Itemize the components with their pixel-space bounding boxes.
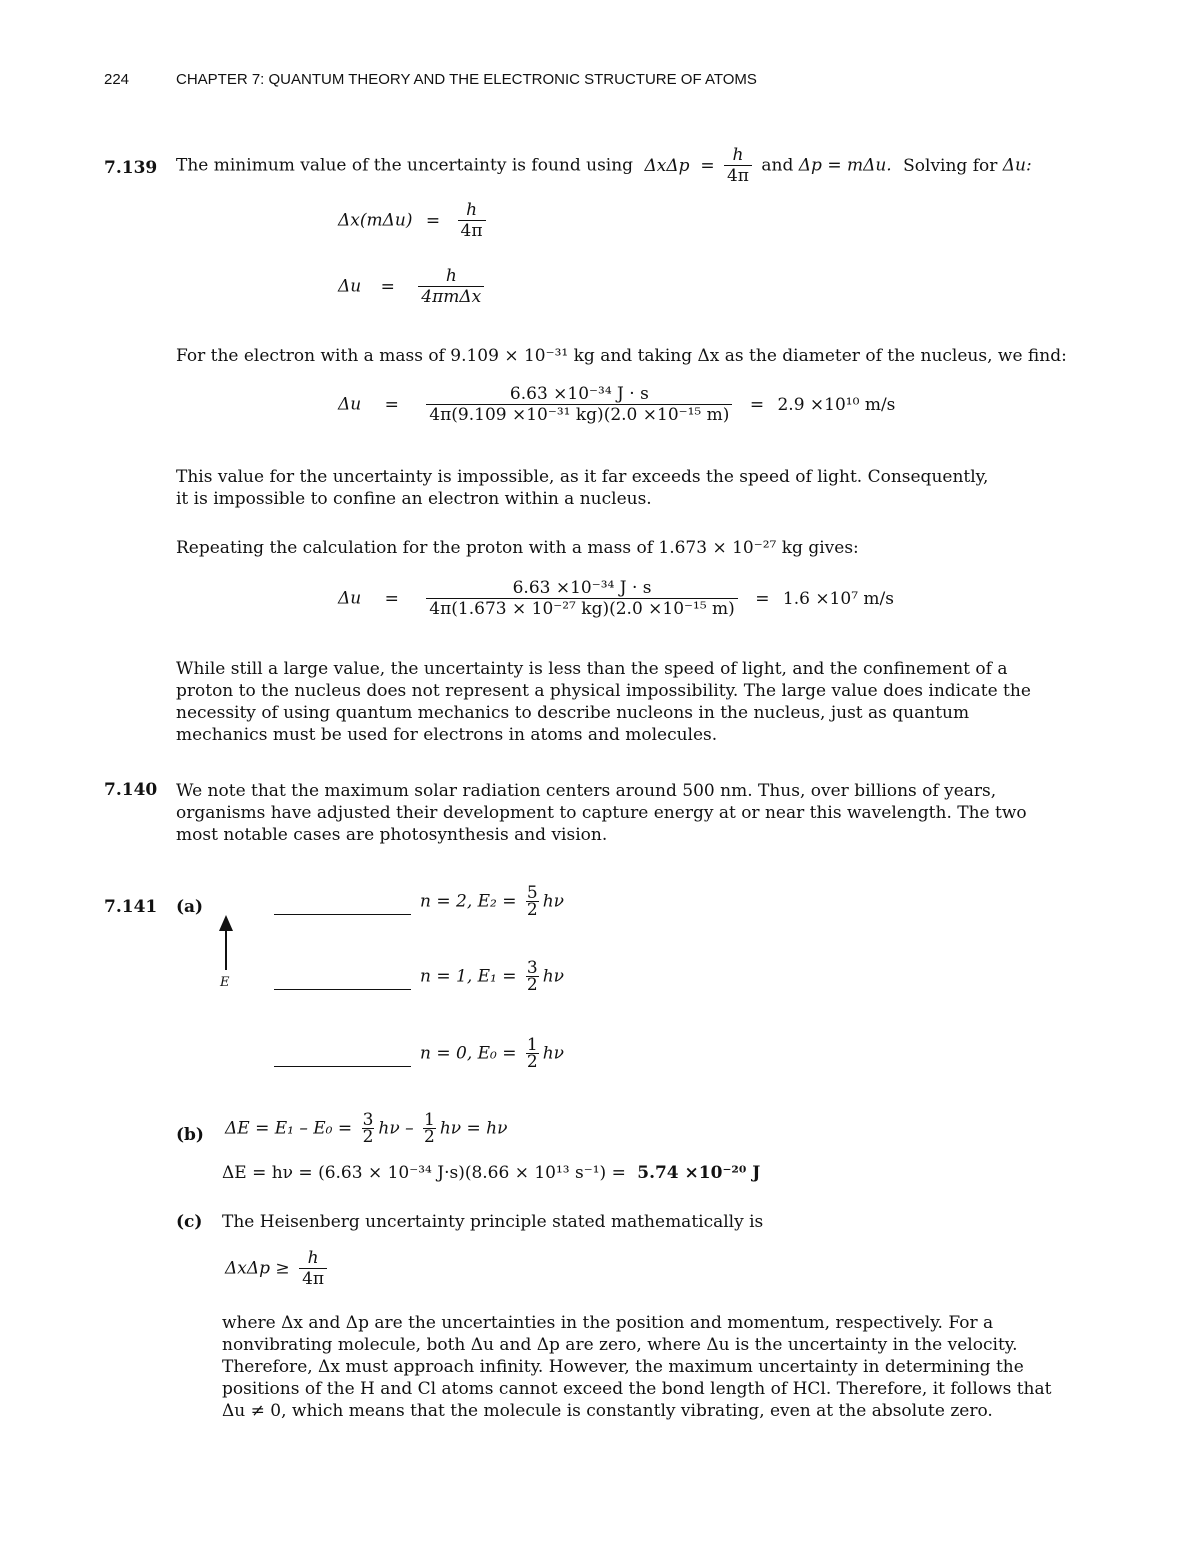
- equation-1: [338, 200, 490, 241]
- solve-variable: Δu:: [1002, 155, 1032, 176]
- equals-sign: =: [749, 394, 765, 415]
- equals-sign: =: [384, 588, 399, 609]
- proton-denominator: 4π(1.673 × 10⁻²⁷ kg)(2.0 ×10⁻¹⁵ m): [429, 599, 735, 619]
- part-b-line-2-calc: ΔE = hν = (6.63 × 10⁻³⁴ J·s)(8.66 × 10¹³ s⁻¹) =: [222, 1163, 626, 1183]
- part-b-label: (b): [176, 1125, 204, 1145]
- problem-number-140: 7.140: [104, 780, 158, 800]
- four-pi-denominator: 4π: [726, 166, 749, 186]
- level-n2-denominator: 2: [526, 900, 538, 920]
- equation-2-lhs: Δu: [338, 276, 362, 297]
- energy-level-n1: [420, 960, 564, 993]
- proton-fraction: [426, 578, 738, 619]
- level-n1-suffix: hν: [542, 966, 565, 987]
- electron-denominator: 4π(9.109 ×10⁻³¹ kg)(2.0 ×10⁻¹⁵ m): [429, 405, 730, 425]
- impossible-paragraph: This value for the uncertainty is impossible, as it far exceeds the speed of light. Consequently, it is impossible to confine an electron within a nucleus.: [176, 467, 989, 509]
- proton-lhs: Δu: [338, 588, 362, 609]
- problem-number-141: 7.141: [104, 897, 158, 917]
- problem-number-139: 7.139: [104, 158, 158, 178]
- part-b-line-1-end: hν = hν: [439, 1118, 508, 1139]
- heisenberg-denominator: 4π: [302, 1269, 325, 1289]
- electron-numerator: 6.63 ×10⁻³⁴ J · s: [426, 384, 732, 405]
- part-a-label: (a): [176, 897, 204, 917]
- uncertainty-product: ΔxΔp =: [644, 155, 715, 176]
- heisenberg-lhs: ΔxΔp ≥: [225, 1258, 290, 1279]
- energy-arrow-shaft: [225, 930, 227, 970]
- intro-text-a: The minimum value of the uncertainty is found using: [176, 155, 634, 176]
- level-n2-numerator: 5: [526, 883, 538, 903]
- part-c-paragraph: where Δx and Δp are the uncertainties in the position and momentum, respectively. For a nonvibrating molecule, both Δu and Δp are zero, where Δu is the uncertainty in the velocity. Therefore, Δx must approach infinity. However, the maximum uncertainty in determining the positions of the H and Cl atoms cannot exceed the bond length of HCl. Therefore, it follows that Δu ≠ 0, which means that the molecule is constantly vibrating, even at the absolute zero.: [222, 1313, 1052, 1421]
- intro-text-c: Solving for: [903, 155, 998, 176]
- equation-1-numerator: h: [458, 200, 486, 221]
- three-halves-fraction: [362, 1112, 375, 1145]
- energy-level-n2: [420, 885, 564, 918]
- solar-paragraph: We note that the maximum solar radiation centers around 500 nm. Thus, over billions of years, organisms have adjusted their development to capture energy at or near this wavelength. The two most notable cases are photosynthesis and vision.: [176, 781, 1027, 845]
- level-n1-fraction: [526, 960, 539, 993]
- energy-axis-label: E: [220, 975, 230, 990]
- heisenberg-numerator: h: [299, 1248, 327, 1269]
- equation-2: [338, 266, 488, 307]
- one-half-den: 2: [423, 1127, 435, 1147]
- one-half-fraction: [423, 1112, 436, 1145]
- electron-equation: [338, 384, 895, 425]
- level-n1-label: n = 1, E₁ =: [420, 966, 517, 987]
- level-n1-denominator: 2: [526, 975, 538, 995]
- proton-result: 1.6 ×10⁷ m/s: [782, 588, 894, 609]
- h-numerator: h: [724, 145, 752, 166]
- energy-level-line-n2: [274, 914, 411, 915]
- equation-2-fraction: [418, 266, 484, 307]
- momentum-relation: Δp = mΔu.: [798, 155, 892, 176]
- energy-level-line-n0: [274, 1066, 411, 1067]
- electron-lhs: Δu: [338, 394, 362, 415]
- energy-level-n0: [420, 1037, 564, 1070]
- intro-139: [176, 145, 1032, 186]
- part-b-line-1-lhs: ΔE = E₁ – E₀ =: [225, 1118, 353, 1139]
- three-halves-num: 3: [362, 1110, 374, 1130]
- conclusion-paragraph: While still a large value, the uncertainty is less than the speed of light, and the confinement of a proton to the nucleus does not represent a physical impossibility. The large value does indicate the necessity of using quantum mechanics to describe nucleons in the nucleus, just as quantum mechanics must be used for electrons in atoms and molecules.: [176, 659, 1031, 745]
- intro-text-b: and: [761, 155, 794, 176]
- h-over-4pi-fraction: [724, 145, 752, 186]
- energy-arrow-head: [219, 915, 233, 931]
- part-b-result: 5.74 ×10⁻²⁰ J: [637, 1163, 761, 1183]
- electron-result: 2.9 ×10¹⁰ m/s: [777, 394, 896, 415]
- equals-sign: =: [384, 394, 399, 415]
- level-n2-label: n = 2, E₂ =: [420, 891, 517, 912]
- part-b-line-1: [225, 1112, 507, 1145]
- level-n0-suffix: hν: [542, 1043, 565, 1064]
- equation-2-denominator: 4πmΔx: [421, 287, 482, 307]
- energy-level-line-n1: [274, 989, 411, 990]
- chapter-title: CHAPTER 7: QUANTUM THEORY AND THE ELECTRONIC STRUCTURE OF ATOMS: [176, 71, 757, 88]
- one-half-num: 1: [423, 1110, 435, 1130]
- part-c-intro: The Heisenberg uncertainty principle stated mathematically is: [222, 1212, 764, 1232]
- level-n0-denominator: 2: [526, 1052, 538, 1072]
- level-n2-fraction: [526, 885, 539, 918]
- three-halves-den: 2: [362, 1127, 374, 1147]
- equals-sign: =: [755, 588, 770, 609]
- part-b-line-1-mid: hν –: [378, 1118, 414, 1139]
- level-n1-numerator: 3: [526, 958, 538, 978]
- equation-2-numerator: h: [418, 266, 484, 287]
- equation-1-denominator: 4π: [460, 221, 483, 241]
- part-b-line-2: [222, 1163, 760, 1183]
- heisenberg-fraction: [299, 1248, 327, 1289]
- equation-1-fraction: [458, 200, 486, 241]
- level-n2-suffix: hν: [542, 891, 565, 912]
- proton-equation: [338, 578, 894, 619]
- equals-sign: =: [380, 276, 395, 297]
- electron-intro: For the electron with a mass of 9.109 × 10⁻³¹ kg and taking Δx as the diameter of the nucleus, we find:: [176, 346, 1067, 366]
- level-n0-label: n = 0, E₀ =: [420, 1043, 517, 1064]
- equation-1-lhs: Δx(mΔu): [338, 210, 413, 231]
- level-n0-fraction: [526, 1037, 539, 1070]
- electron-fraction: [426, 384, 732, 425]
- equals-sign: =: [425, 210, 441, 231]
- heisenberg-equation: [225, 1248, 331, 1289]
- part-c-label: (c): [176, 1212, 203, 1232]
- proton-numerator: 6.63 ×10⁻³⁴ J · s: [426, 578, 738, 599]
- proton-intro: Repeating the calculation for the proton with a mass of 1.673 × 10⁻²⁷ kg gives:: [176, 538, 859, 558]
- level-n0-numerator: 1: [526, 1035, 538, 1055]
- page-number: 224: [104, 71, 130, 88]
